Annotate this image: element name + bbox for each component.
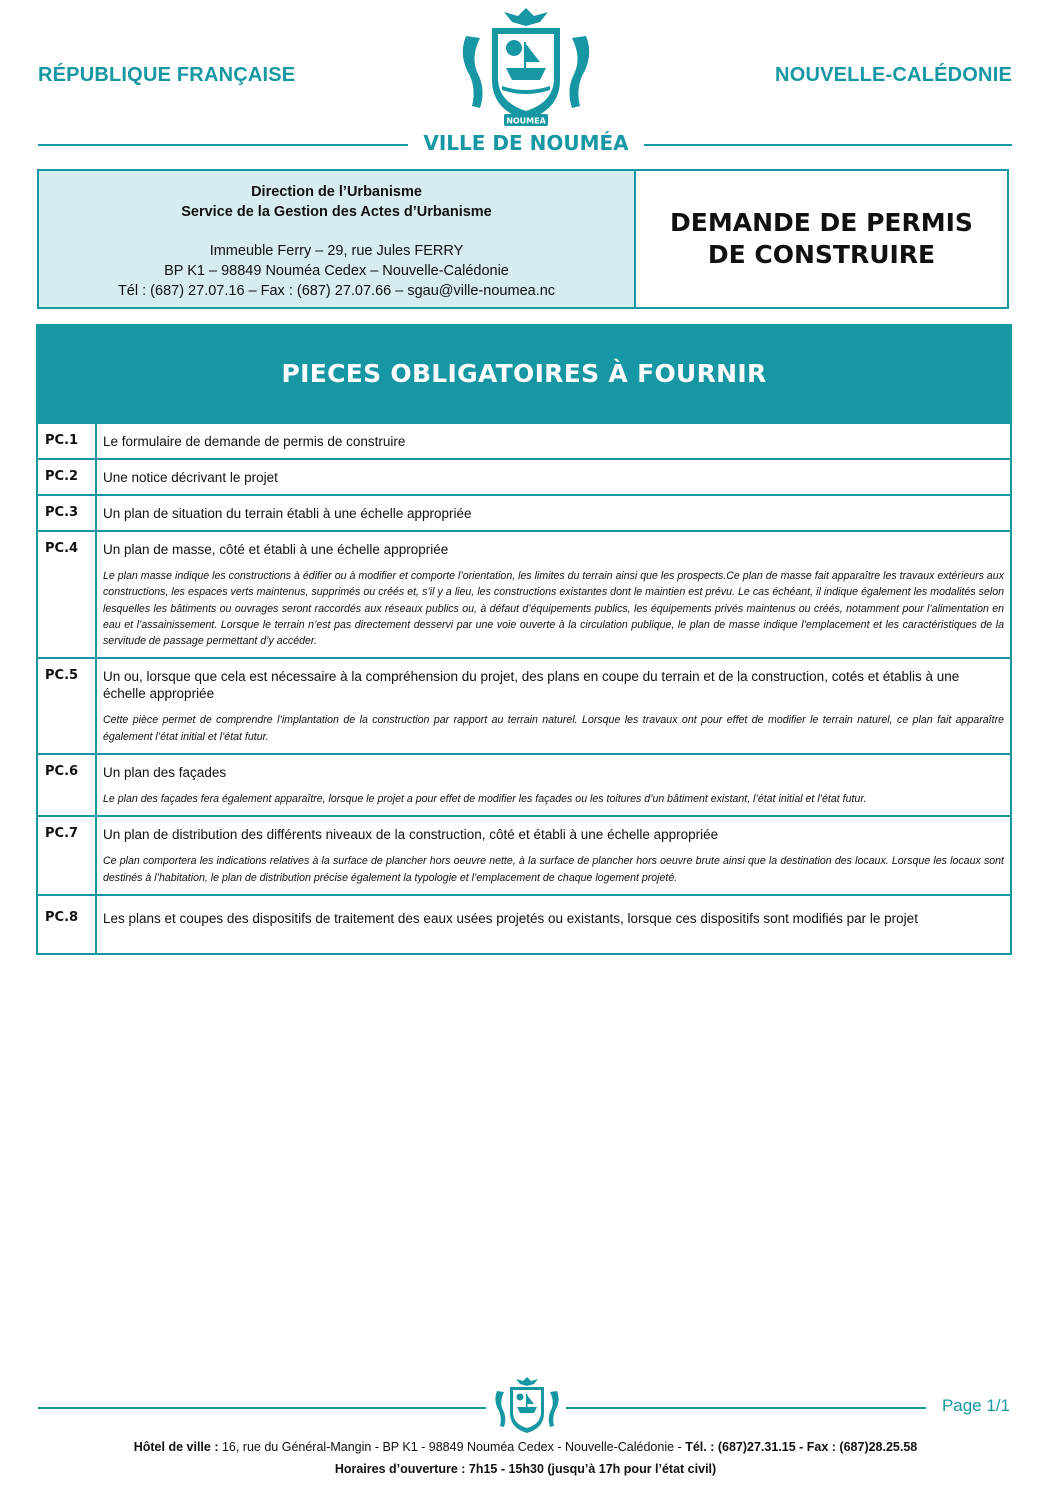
piece-text: Un plan de distribution des différents niveaux de la construction, côté et établi à une échelle appropriée xyxy=(103,827,719,843)
piece-text: Un plan de situation du terrain établi à une échelle appropriée xyxy=(103,506,472,521)
piece-note: Le plan des façades fera également apparaître, lorsque le projet a pour effet de modifier les façades ou les toitures d’un bâtiment existant, l’état initial et l’état futur. xyxy=(103,793,867,806)
piece-description xyxy=(96,816,1011,895)
tel-fax: Tél. : (687)27.31.15 - Fax : (687)28.25.58 xyxy=(685,1440,918,1454)
table-row xyxy=(37,459,1011,495)
service-contact-panel xyxy=(39,171,636,307)
piece-code: PC.2 xyxy=(37,459,96,495)
form-title xyxy=(636,171,1007,307)
piece-description xyxy=(96,459,1011,495)
piece-text: Un ou, lorsque que cela est nécessaire à la compréhension du projet, des plans en coupe du terrain et de la construction, cotés et établis à une échelle appropriée xyxy=(103,669,960,702)
form-title-line-1: DEMANDE DE PERMIS xyxy=(670,208,973,237)
piece-code: PC.7 xyxy=(37,816,96,895)
piece-description xyxy=(96,423,1011,459)
info-box xyxy=(37,169,1009,309)
page-number: Page 1/1 xyxy=(941,1396,1010,1415)
section-banner xyxy=(36,324,1012,422)
contact-line: Tél : (687) 27.07.16 – Fax : (687) 27.07.66 – sgau@ville-noumea.nc xyxy=(117,283,556,299)
piece-text: Une notice décrivant le projet xyxy=(103,470,278,485)
piece-code: PC.3 xyxy=(37,495,96,531)
ville-title: VILLE DE NOUMÉA xyxy=(423,131,629,155)
table-row xyxy=(37,816,1011,895)
piece-text: Un plan des façades xyxy=(103,765,227,781)
table-row xyxy=(37,658,1011,754)
noumea-crest-small-icon xyxy=(492,1376,562,1438)
piece-code: PC.5 xyxy=(37,658,96,754)
service-name: Service de la Gestion des Actes d’Urbanisme xyxy=(181,204,492,220)
table-row xyxy=(37,495,1011,531)
republique-francaise-label: RÉPUBLIQUE FRANÇAISE xyxy=(38,64,296,86)
piece-text: Un plan de masse, côté et établi à une échelle appropriée xyxy=(103,542,449,557)
crest-label: NOUMEA xyxy=(506,116,546,126)
piece-code: PC.4 xyxy=(37,531,96,658)
table-row xyxy=(37,423,1011,459)
nouvelle-caledonie-label: NOUVELLE-CALÉDONIE xyxy=(775,64,1012,86)
piece-note: Le plan masse indique les constructions à édifier ou à modifier et comporte l’orientation, les limites du terrain ainsi que les prospects.Ce plan de masse fait apparaître les travaux extérieurs aux constructions, les espaces verts maintenus, supprimés ou créés et, s’il y a lieu, les constructions existantes dont le maintien est prévu. Le cas échéant, il indique également les modalités selon lesquelles les bâtiments ou ouvrages seront raccordés aux réseaux publics ou, à défaut d’équipements publics, les équipements privés maintenus ou créés, notamment pour l’alimentation en eau et l’assainissement. Lorsque le terrain n’est pas directement desservi par une voie ouverte à la circulation publique, le plan de masse indique l’emplacement et les caractéristiques de la servitude de passage permettant d’y accéder. xyxy=(103,570,1004,648)
ville-header xyxy=(38,130,1012,158)
address-line-1: Immeuble Ferry – 29, rue Jules FERRY xyxy=(209,243,464,259)
footer-rule-left xyxy=(38,1407,486,1409)
ville-rule-right xyxy=(644,144,1012,146)
piece-description xyxy=(96,754,1011,816)
ville-rule-left xyxy=(38,144,408,146)
address-line-2: BP K1 – 98849 Nouméa Cedex – Nouvelle-Calédonie xyxy=(164,263,509,279)
section-title: PIECES OBLIGATOIRES À FOURNIR xyxy=(281,358,767,388)
piece-description xyxy=(96,495,1011,531)
piece-note: Cette pièce permet de comprendre l’implantation de la construction par rapport au terrain naturel. Lorsque les travaux ont pour effet de modifier le terrain naturel, ce plan fait apparaître également l’état initial et l’état futur. xyxy=(103,714,1004,743)
table-row xyxy=(37,531,1011,658)
piece-code: PC.6 xyxy=(37,754,96,816)
piece-note: Ce plan comportera les indications relatives à la surface de plancher hors oeuvre nette, à la surface de plancher hors oeuvre brute ainsi que la destination des locaux. Lorsque les locaux sont destinés à l’habitation, le plan de distribution précise également la typologie et l’emplacement de chaque logement projeté. xyxy=(103,855,1004,884)
piece-text: Le formulaire de demande de permis de construire xyxy=(103,434,406,449)
footer-rule xyxy=(38,1372,1012,1442)
piece-code: PC.1 xyxy=(37,423,96,459)
hotel-de-ville-address xyxy=(0,1440,1051,1454)
piece-description xyxy=(96,895,1011,954)
footer-rule-right xyxy=(566,1407,926,1409)
noumea-crest-icon xyxy=(456,6,596,132)
hotel-address: 16, rue du Général-Mangin - BP K1 - 98849 Nouméa Cedex - Nouvelle-Calédonie - xyxy=(218,1440,686,1454)
opening-hours: Horaires d’ouverture : 7h15 - 15h30 (jusqu’à 17h pour l’état civil) xyxy=(334,1462,717,1476)
form-title-line-2: DE CONSTRUIRE xyxy=(707,240,936,269)
table-row xyxy=(37,754,1011,816)
piece-description xyxy=(96,658,1011,754)
direction-name: Direction de l’Urbanisme xyxy=(251,184,422,200)
piece-text: Les plans et coupes des dispositifs de traitement des eaux usées projetés ou existants, lorsque ces dispositifs sont modifiés par le projet xyxy=(103,910,918,926)
piece-description xyxy=(96,531,1011,658)
table-row xyxy=(37,895,1011,954)
pieces-table xyxy=(36,422,1012,955)
piece-code: PC.8 xyxy=(37,895,96,954)
hotel-label: Hôtel de ville : xyxy=(133,1440,219,1454)
